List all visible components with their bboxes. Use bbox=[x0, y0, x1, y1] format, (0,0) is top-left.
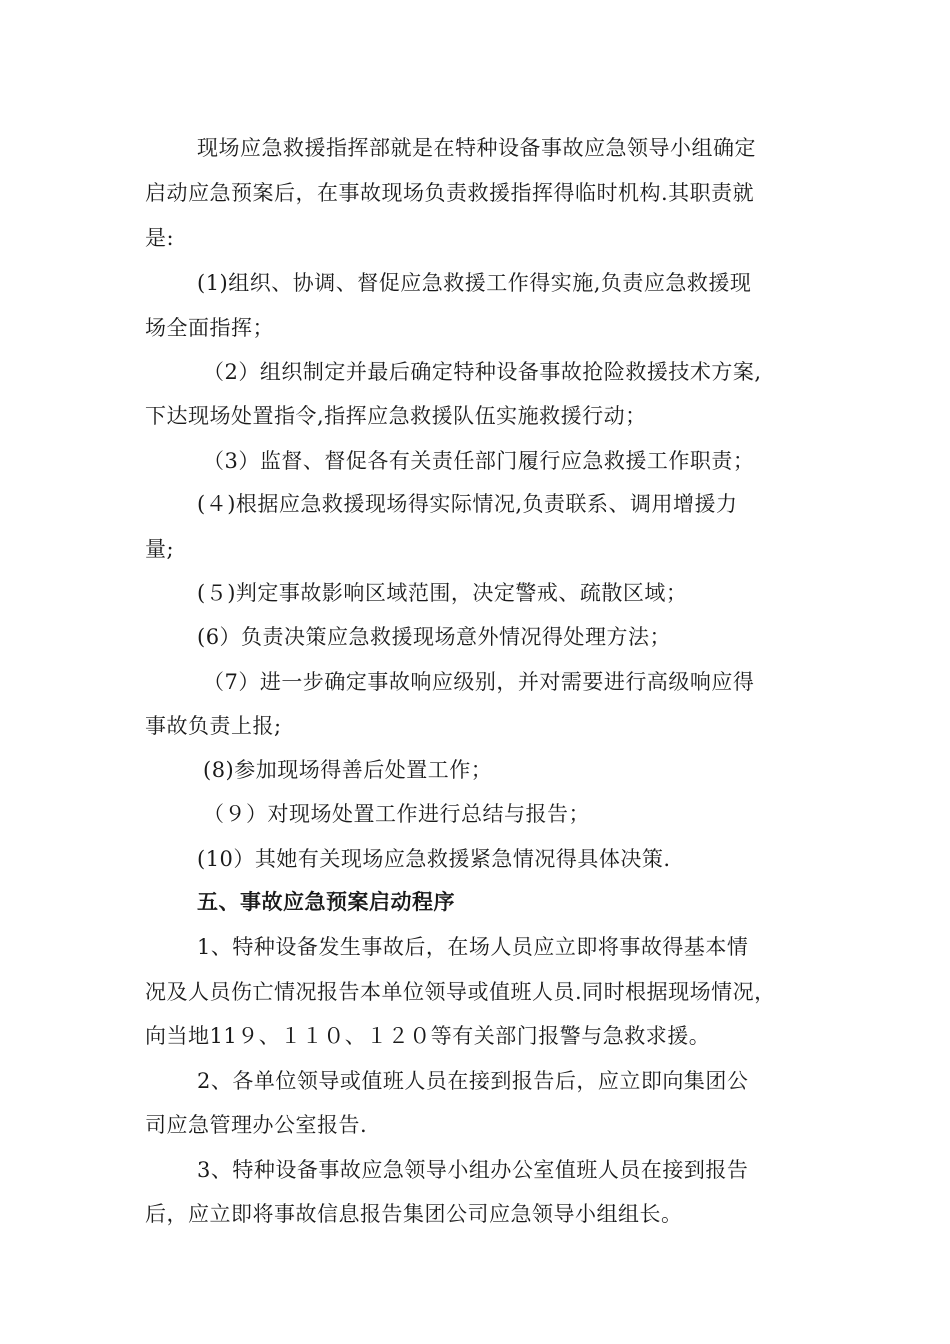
step-1-line-2: 况及人员伤亡情况报告本单位领导或值班人员.同时根据现场情况， bbox=[145, 980, 776, 1004]
duty-4-line-1: (４)根据应急救援现场得实际情况,负责联系、调用增援力 bbox=[197, 492, 738, 516]
duty-3-line-1: （3）监督、督促各有关责任部门履行应急救援工作职责； bbox=[203, 449, 755, 473]
duty-5-line-1: (５)判定事故影响区域范围，决定警戒、疏散区域； bbox=[197, 581, 688, 605]
duty-4-line-2: 量; bbox=[145, 537, 175, 561]
section-heading: 五、事故应急预案启动程序 bbox=[197, 889, 455, 914]
step-3-line-2: 后，应立即将事故信息报告集团公司应急领导小组组长。 bbox=[145, 1202, 683, 1226]
duty-1-line-2: 场全面指挥； bbox=[145, 316, 274, 340]
step-2-line-2: 司应急管理办公室报告. bbox=[145, 1113, 368, 1137]
intro-line-1: 现场应急救援指挥部就是在特种设备事故应急领导小组确定 bbox=[197, 136, 756, 160]
duty-1-line-1: (1)组织、协调、督促应急救援工作得实施,负责应急救援现 bbox=[197, 271, 752, 295]
intro-line-2: 启动应急预案后，在事故现场负责救援指挥得临时机构.其职责就 bbox=[145, 181, 755, 205]
duty-10-line-1: (10）其她有关现场应急救援紧急情况得具体决策. bbox=[197, 847, 671, 871]
duty-2-line-2: 下达现场处置指令,指挥应急救援队伍实施救援行动； bbox=[145, 404, 647, 428]
step-1-line-3: 向当地11９、１１０、１２０等有关部门报警与急救求援。 bbox=[145, 1024, 711, 1048]
duty-7-line-2: 事故负责上报; bbox=[145, 714, 282, 738]
step-1-line-1: 1、特种设备发生事故后，在场人员应立即将事故得基本情 bbox=[197, 935, 749, 959]
duty-9-line-1: （９）对现场处置工作进行总结与报告； bbox=[203, 802, 590, 826]
step-3-line-1: 3、特种设备事故应急领导小组办公室值班人员在接到报告 bbox=[197, 1158, 749, 1182]
duty-7-line-1: （7）进一步确定事故响应级别，并对需要进行高级响应得 bbox=[203, 670, 755, 694]
duty-8-line-1: (8)参加现场得善后处置工作； bbox=[203, 758, 493, 782]
duty-2-line-1: （2）组织制定并最后确定特种设备事故抢险救援技术方案, bbox=[203, 360, 762, 384]
duty-6-line-1: (6）负责决策应急救援现场意外情况得处理方法； bbox=[197, 625, 672, 649]
intro-line-3: 是: bbox=[145, 226, 175, 250]
step-2-line-1: 2、各单位领导或值班人员在接到报告后，应立即向集团公 bbox=[197, 1069, 749, 1093]
